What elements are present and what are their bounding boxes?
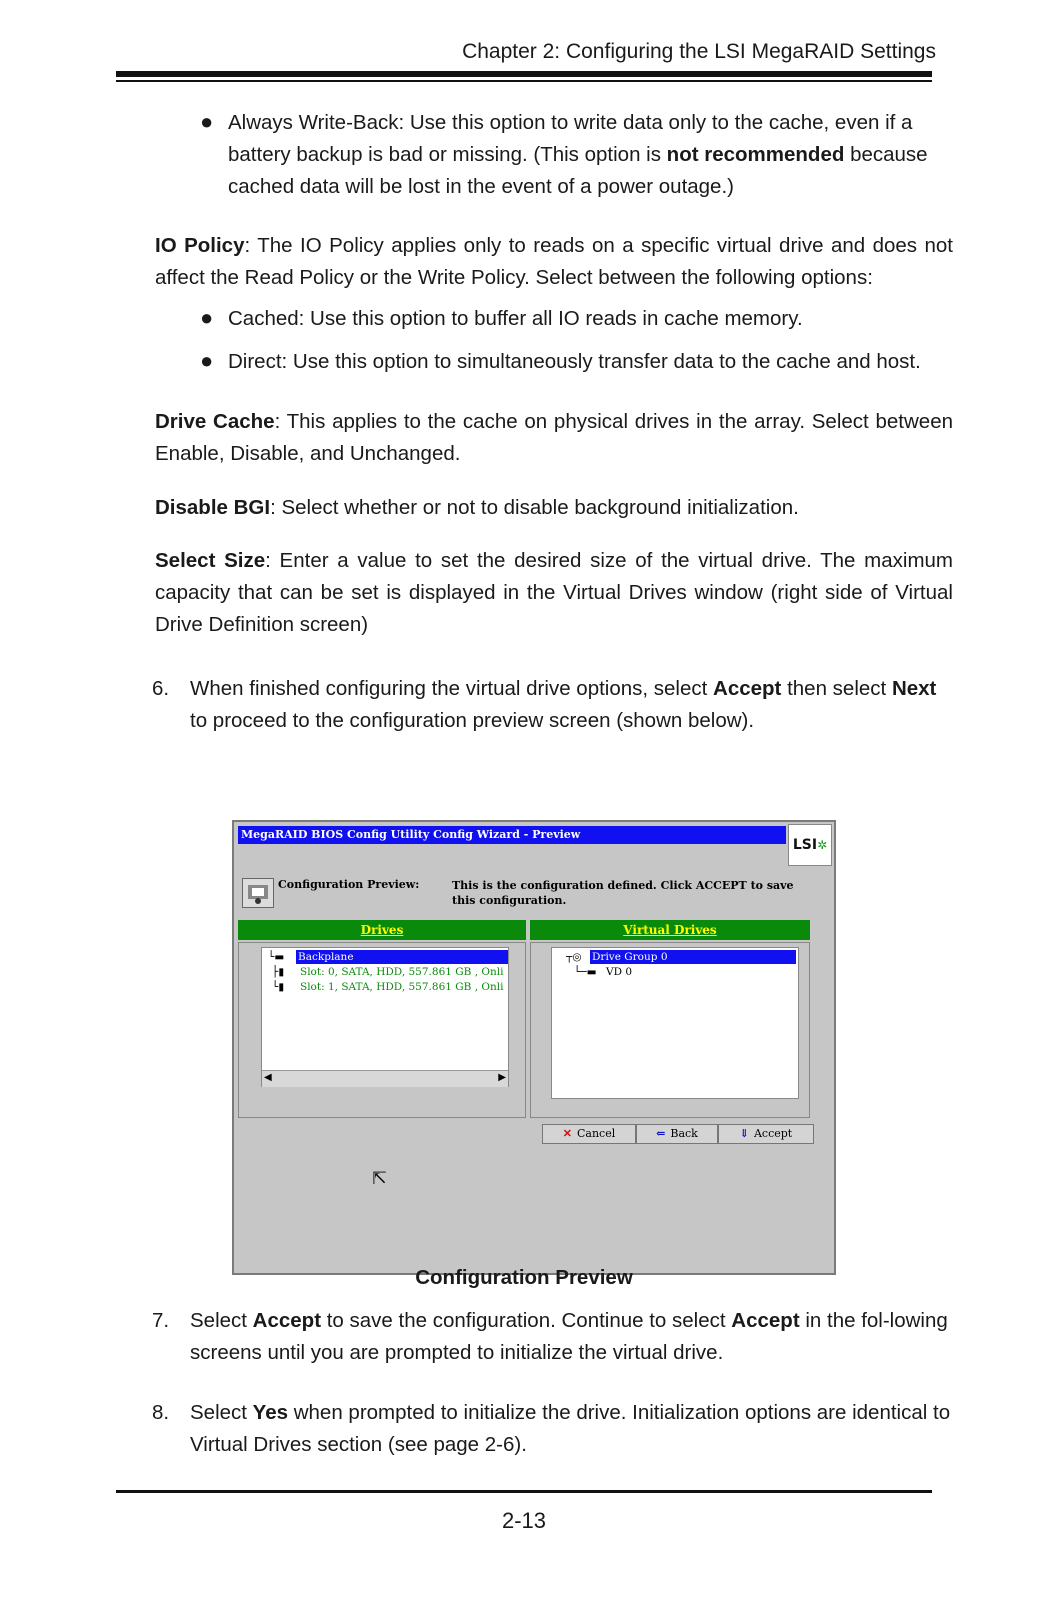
drive-icon: ├▮ — [272, 966, 285, 978]
wizard-icon — [242, 878, 274, 908]
tree-item-slot0[interactable]: Slot: 0, SATA, HDD, 557.861 GB , Onli — [300, 966, 504, 978]
bullet-direct: ● Direct: Use this option to simultaneously transfer data to the cache and host. — [228, 346, 953, 378]
accept-arrow-icon: ⇓ — [739, 1127, 749, 1140]
horizontal-scrollbar[interactable] — [262, 1070, 508, 1087]
drive-group-icon: ┬◎ — [566, 951, 582, 963]
select-size-paragraph: Select Size: Enter a value to set the desired size of the virtual drive. The maximum capacity that can be set is displayed in the Virtual Drives window (right side of Virtual Drive Definition screen) — [155, 549, 954, 636]
vd-icon: └─▬ — [574, 966, 597, 978]
tree-connector-icon: └▬ — [268, 951, 285, 963]
tree-item-backplane[interactable]: Backplane — [296, 950, 508, 964]
tree-item-drive-group-0[interactable]: Drive Group 0 — [590, 950, 796, 964]
page-number: 2-13 — [501, 1508, 547, 1533]
back-arrow-icon: ⇐ — [656, 1127, 666, 1140]
cancel-button[interactable]: ✕ Cancel — [542, 1124, 636, 1144]
accept-button[interactable]: ⇓ Accept — [718, 1124, 814, 1144]
step-7: 7. Select Accept to save the configuration. Continue to select Accept in the fol-lowing screens until you are prompted to initialize the virtual drive. — [152, 1309, 948, 1364]
header-rule-thin — [116, 80, 932, 82]
virtual-drives-pane — [530, 942, 810, 1118]
cancel-x-icon: ✕ — [562, 1127, 572, 1140]
disable-bgi-paragraph: Disable BGI: Select whether or not to disable background initialization. — [155, 496, 799, 519]
tree-item-slot1[interactable]: Slot: 1, SATA, HDD, 557.861 GB , Onli — [300, 981, 504, 993]
figure-caption: Configuration Preview — [415, 1266, 633, 1289]
step-8: 8. Select Yes when prompted to initialize the drive. Initialization options are identical to Virtual Drives section (see page 2-6). — [152, 1401, 951, 1456]
lsi-logo: LSI✲ — [788, 824, 832, 866]
io-policy-paragraph: IO Policy: The IO Policy applies only to reads on a specific virtual drive and does not affect the Read Policy or the Write Policy. Select between the following options: — [155, 234, 953, 289]
mouse-cursor-icon: ⇱ — [372, 1168, 388, 1189]
back-button[interactable]: ⇐ Back — [636, 1124, 718, 1144]
bullet-icon: ● — [200, 109, 214, 134]
scroll-left-icon[interactable]: ◀ — [264, 1072, 272, 1083]
drives-pane-header[interactable]: Drives — [238, 920, 526, 940]
config-preview-description: This is the configuration defined. Click ACCEPT to save this configuration. — [452, 879, 794, 907]
sparkle-icon: ✲ — [817, 838, 828, 852]
header-rule-thick — [116, 71, 932, 77]
virtual-drives-tree[interactable] — [551, 947, 799, 1099]
drives-tree[interactable] — [261, 947, 509, 1087]
scroll-right-icon[interactable]: ▶ — [498, 1072, 506, 1083]
drive-cache-paragraph: Drive Cache: This applies to the cache on physical drives in the array. Select between Enable, Disable, and Unchanged. — [155, 410, 953, 465]
footer-rule — [116, 1490, 932, 1493]
bullet-icon: ● — [200, 348, 214, 373]
step-6: 6. When finished configuring the virtual drive options, select Accept then select Next to proceed to the configuration preview screen (shown below). — [152, 677, 937, 732]
drives-pane — [238, 942, 526, 1118]
virtual-drives-pane-header[interactable]: Virtual Drives — [530, 920, 810, 940]
window-title: MegaRAID BIOS Config Utility Config Wizard - Preview — [238, 826, 786, 844]
bullet-always-write-back: ● Always Write-Back: Use this option to write data only to the cache, even if a battery backup is bad or missing. (This option is not recommended because cached data will be lost in the event of a power outage.) — [228, 107, 953, 203]
bullet-cached: ● Cached: Use this option to buffer all IO reads in cache memory. — [228, 303, 953, 335]
tree-item-vd0[interactable]: VD 0 — [606, 966, 633, 978]
config-preview-screenshot — [232, 820, 836, 1275]
running-header: Chapter 2: Configuring the LSI MegaRAID Settings — [462, 40, 936, 63]
config-preview-label: Configuration Preview: — [278, 878, 420, 891]
bullet-icon: ● — [200, 305, 214, 330]
drive-icon: └▮ — [272, 981, 285, 993]
